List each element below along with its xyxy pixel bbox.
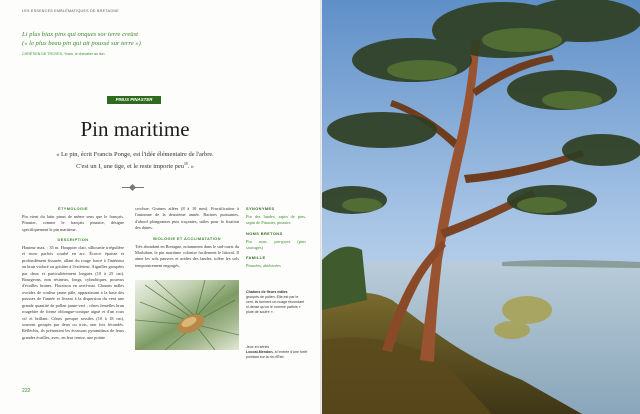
right-caption-pre: Jeux en séries	[246, 345, 270, 349]
quote-line-1: « Le pin, écrit Francis Ponge, est l'idée élémentaire de l'arbre.	[56, 151, 214, 158]
family-text: Pinacées, abiétacées	[246, 263, 281, 269]
quote-end: . »	[187, 162, 194, 170]
breton-names-heading: NOMS BRETONS	[246, 230, 283, 236]
species-label: PINUS PINASTER	[107, 96, 161, 104]
column-2-text: crochue. Graines ailées (8 à 10 mm). Fructification à l'automne de la deuxième année. Racines puissantes, d'abord plongeantes puis traçantes, utiles pour la fixation des dunes.	[135, 206, 239, 231]
right-caption-title: Locoal-Mendon,	[246, 350, 274, 354]
pine-needles-illustration	[135, 280, 239, 350]
photo-caption-title: Chatons de fleurs mâles	[246, 290, 288, 294]
page-number: 222	[22, 388, 31, 394]
quote-line-2	[36, 160, 234, 172]
column-3	[246, 206, 306, 274]
column-2	[135, 206, 239, 273]
family-heading: FAMILLE	[246, 255, 266, 261]
epigraph-line-2: (« le plus beau pin qui ait poussé sur terre »)	[22, 40, 141, 47]
epigraph	[22, 30, 222, 48]
maritime-pine-landscape	[322, 0, 640, 414]
synonyms-heading: SYNONYMES	[246, 206, 275, 211]
right-page-photo	[322, 0, 640, 414]
description-text: Hauteur max. : 35 m. Houppier clair, silhouette irrégulière et tronc parfois courbé en arc. Écorce épaisse et profondément fissurée, allant du rouge foncé à l'intérieur au brun violacé ou grisâtre à l'extérieur. Aiguilles groupées par deux et particulièrement longues (10 à 25 cm). Bourgeons, non résineux, longs, cylindriques, pourvus d'écailles brunes. Floraison en avril-mai. Chatons mâles ovoïdes de couleur jaune pâle, apparaissant à la base des pousses de l'année et livrant à la dispersion du vent une grande quantité de pollen jaune-vert ; cônes femelles brun rougeâtre de forme oblongue-conique aiguë et d'un roux vif et brillant. Cônes presque sessiles (10 à 18 cm), souvent groupés par deux ou trois, une fois fécondés. Réfléchis, ils présentent les écussons pyramidaux de leurs grandes écailles, avec, en leur centre, une pointe	[22, 245, 124, 340]
etymology-heading: ÉTYMOLOGIE	[58, 206, 88, 211]
ornament-diamond	[129, 184, 136, 191]
biology-text: Très abondant en Bretagne, notamment dans le sud-ouest du Morbihan, le pin maritime colonise facilement le littoral. Il aime les sols pauvres et acides des landes, tolère les sols temporairement engorgés,	[135, 243, 239, 268]
photo-caption	[246, 290, 306, 315]
breton-names-text: Pin aour, pin-gwez (pins sauvages)	[246, 238, 306, 251]
quote	[36, 150, 234, 171]
epigraph-author: CHRÉTIEN DE TROYES, Yvain, le chevalier au lion	[22, 52, 105, 56]
biology-heading: BIOLOGIE ET ACCLIMATATION	[153, 235, 221, 241]
quote-line-2-text: C'est un I, une tige, et le reste importe peu	[76, 162, 184, 170]
pine-cone-photo	[135, 280, 239, 350]
footnote-ref: 38	[183, 161, 188, 166]
column-1	[22, 206, 124, 345]
photo-caption-text: groupés de pollen. Elle est par le vent, ils forment un nuage fécondant si dense qu'on le nomme parfois « pluie de soufre ».	[246, 295, 305, 314]
synonyms-text: Pin des landes, sapin de pins, sapin de Pinaster, pinastre	[246, 213, 306, 226]
epigraph-line-1: Li plus biax pins qui onques sor terre creüst	[22, 31, 138, 38]
description-heading: DESCRIPTION	[57, 237, 89, 243]
right-photo-caption	[246, 345, 308, 360]
running-header: LES ESSENCES EMBLÉMATIQUES DE BRETAGNE	[22, 9, 119, 13]
etymology-text: Pin vient du latin pinus de même sens que le français. Pinaster, comme le français pinastre, désigne spécifiquement le pin maritime.	[22, 213, 124, 232]
right-caption-text: à l'entrée d'une forêt pointant sur la ria d'Étel.	[246, 350, 308, 359]
page-title: Pin maritime	[80, 117, 190, 141]
